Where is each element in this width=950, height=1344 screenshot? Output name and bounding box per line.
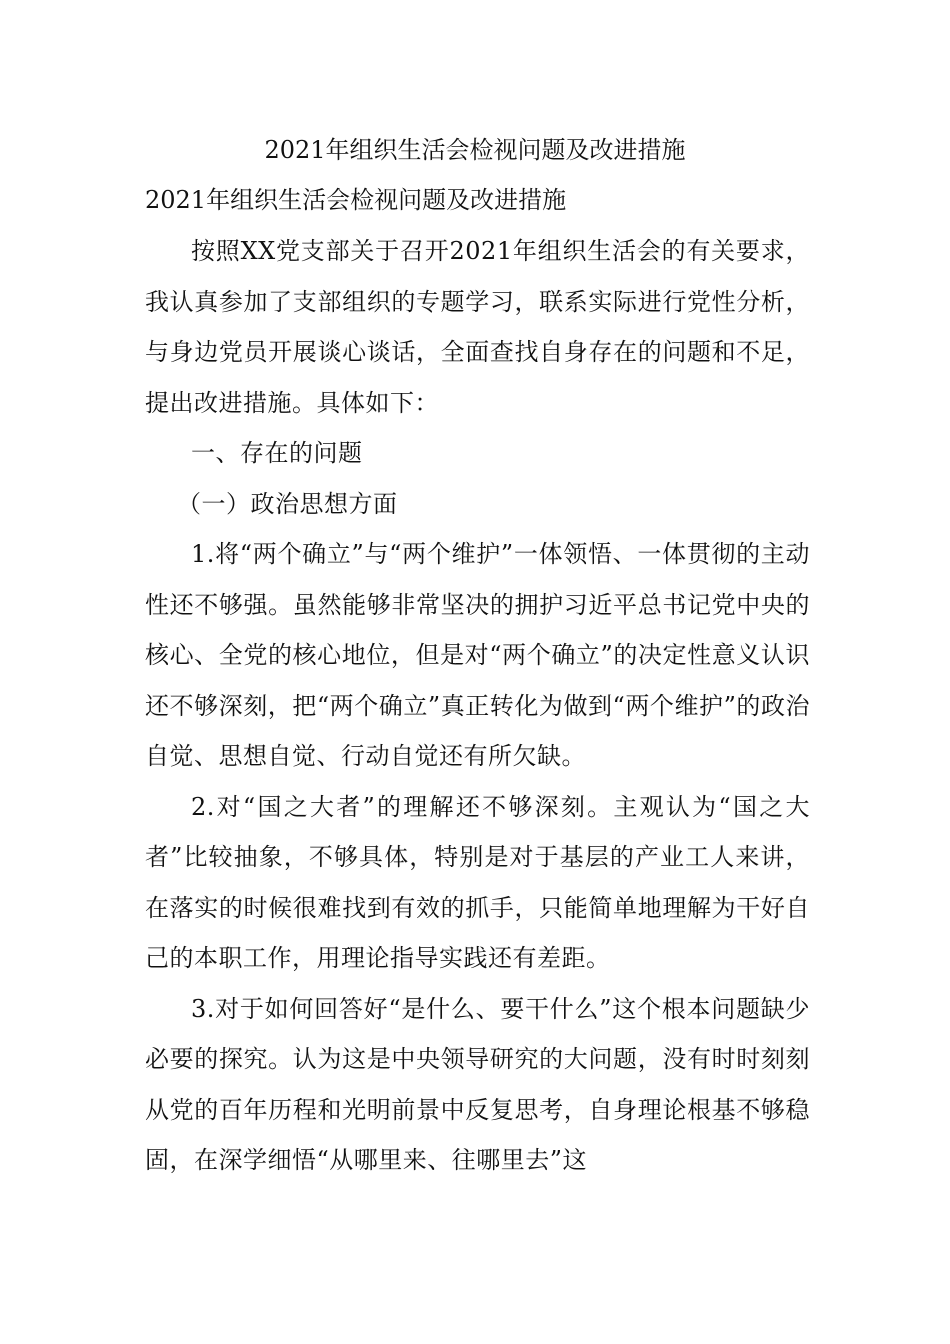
document-body	[145, 226, 810, 1186]
intro-paragraph: 按照XX党支部关于召开2021年组织生活会的有关要求，我认真参加了支部组织的专题学习，联系实际进行党性分析，与身边党员开展谈心谈话，全面查找自身存在的问题和不足，提出改进措施。具体如下：	[145, 237, 810, 417]
document-title: 2021年组织生活会检视问题及改进措施	[264, 136, 686, 164]
subsection-heading: （一）政治思想方面	[177, 489, 398, 518]
item-paragraph-2: 2.对“国之大者”的理解还不够深刻。主观认为“国之大者”比较抽象，不够具体，特别是对于基层的产业工人来讲，在落实的时候很难找到有效的抓手，只能简单地理解为干好自己的本职工作，用理论指导实践还有差距。	[145, 792, 810, 972]
section-heading: 一、存在的问题	[191, 439, 363, 467]
item-paragraph-3: 3.对于如何回答好“是什么、要干什么”这个根本问题缺少必要的探究。认为这是中央领导研究的大问题，没有时时刻刻从党的百年历程和光明前景中反复思考，自身理论根基不够稳固，在深学细悟“从哪里来、往哪里去”这	[145, 994, 810, 1174]
document-subtitle: 2021年组织生活会检视问题及改进措施	[145, 186, 567, 214]
item-paragraph-1: 1.将“两个确立”与“两个维护”一体领悟、一体贯彻的主动性还不够强。虽然能够非常坚决的拥护习近平总书记党中央的核心、全党的核心地位，但是对“两个确立”的决定性意义认识还不够深刻，把“两个确立”真正转化为做到“两个维护”的政治自觉、思想自觉、行动自觉还有所欠缺。	[145, 540, 810, 770]
